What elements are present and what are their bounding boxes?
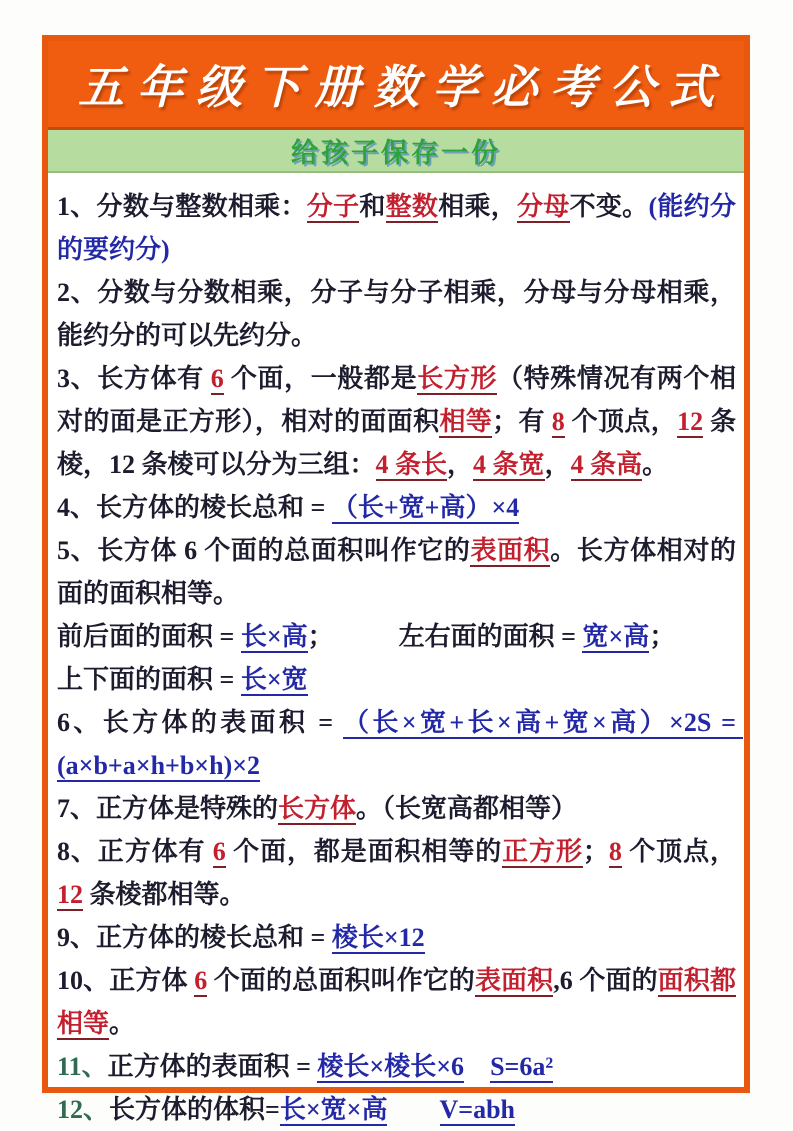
text-segment: ； 左右面的面积 = [307,622,583,651]
text-segment: 长方形 [417,364,498,393]
text-segment: 5、长方体 6 个面的总面积叫作它的 [57,536,471,565]
text-segment: 4、长方体的棱长总和 = [57,493,332,522]
text-segment: （长+宽+高）×4 [331,493,520,522]
text-segment: 12 [57,880,83,909]
text-segment: (能约分的要约分) [57,192,736,264]
formula-item-1 [57,185,736,271]
text-segment: 6 [210,364,224,393]
formula-item-8 [57,830,736,916]
text-segment: 条棱，12 条棱可以分为三组： [57,407,736,479]
text-segment: 12、 [57,1095,110,1124]
text-segment: 长×宽×高 [279,1095,388,1124]
text-segment: 11、 [57,1052,108,1081]
text-segment: 8、正方体有 [57,837,213,866]
text-segment: 8 [551,407,565,436]
text-segment: ；有 [492,407,552,436]
subtitle-banner [48,130,744,173]
formula-item-4 [57,486,736,529]
formula-item-12 [57,1088,736,1131]
text-segment: 个顶点， [564,407,678,436]
text-segment: 个顶点， [621,837,736,866]
text-segment: 棱长×棱长×6 [317,1052,465,1081]
formula-item-7 [57,787,736,830]
text-segment: 7、正方体是特殊的 [57,794,279,823]
text-segment: 个面，都是面积相等的 [225,837,503,866]
text-segment: ； [582,837,609,866]
text-segment: 前后面的面积 = [57,622,241,651]
formula-item-5 [57,529,736,615]
formula-item-6 [57,701,743,787]
text-segment: 表面积 [470,536,551,565]
text-segment: 。（长宽高都相等） [356,794,578,823]
text-segment: 正方体的表面积 = [107,1052,318,1081]
text-segment: 上下面的面积 = [57,665,241,694]
text-segment: ， [544,450,571,479]
formula-item-11 [57,1045,736,1088]
text-segment: 10、正方体 [57,966,195,995]
text-segment: 表面积 [474,966,554,995]
subtitle-text: 给孩子保存一份 [291,138,501,168]
text-segment: 长×宽 [240,665,308,694]
text-segment: 4 条高 [570,450,643,479]
text-segment: 3、长方体有 [57,364,211,393]
text-segment [387,1095,439,1124]
text-segment: 。长方体相对的面的面积相等。 [57,536,736,608]
title-banner [48,41,744,130]
text-segment: 和 [359,192,386,221]
text-segment: 分母 [517,192,570,221]
text-segment: ,6 个面的 [553,966,658,995]
text-segment: 2、分数与分数相乘，分子与分子相乘，分母与分母相乘，能约分的可以先约分。 [57,278,736,350]
text-segment: 4 条宽 [473,450,545,479]
text-segment: 9、正方体的棱长总和 = [57,923,332,952]
text-segment: 12 [677,407,704,436]
text-segment: 个面的总面积叫作它的 [207,966,475,995]
formula-item-10 [57,959,736,1045]
text-segment: 6 [212,837,226,866]
text-segment: 宽×高 [582,622,650,651]
text-segment: 6 [194,966,208,995]
text-segment: （特殊情况有两个相对的面是正方形），相对的面面积 [57,364,736,436]
formula-item-5-front-back-left-right [57,615,736,658]
page-title: 五年级下册数学必考公式 [78,60,727,114]
text-segment: 棱长×12 [331,923,425,952]
text-segment: ， [447,450,474,479]
text-segment: 相等 [439,407,493,436]
text-segment: 不变。 [569,192,649,221]
formula-item-5-top-bottom [57,658,736,701]
text-segment: S=6a² [490,1052,554,1081]
text-segment: 。 [109,1009,136,1038]
text-segment: 整数 [385,192,439,221]
text-segment: 分子 [306,192,360,221]
formula-item-2 [57,271,736,357]
formula-item-9 [57,916,736,959]
worksheet-frame [42,35,750,1124]
formula-list [48,173,744,1131]
text-segment: 1、分数与整数相乘： [57,192,307,221]
text-segment: ； [649,622,676,651]
text-segment: （长×宽+长×高+宽×高）×2S = (a×b+a×h+b×h)×2 [57,708,743,780]
text-segment: 长方体 [278,794,357,823]
text-segment: 。 [642,450,669,479]
text-segment: 相乘， [438,192,518,221]
text-segment: 8 [608,837,622,866]
formula-item-3 [57,357,736,486]
text-segment: 6、长方体的表面积 = [57,708,343,737]
text-segment: 个面，一般都是 [223,364,418,393]
text-segment: 正方形 [502,837,583,866]
text-segment: 长×高 [240,622,308,651]
text-segment: 面积都相等 [57,966,736,1038]
text-segment: 4 条长 [375,450,448,479]
text-segment: 条棱都相等。 [83,880,246,909]
text-segment [464,1052,490,1081]
text-segment: 长方体的体积= [109,1095,280,1124]
text-segment: V=abh [439,1095,516,1124]
